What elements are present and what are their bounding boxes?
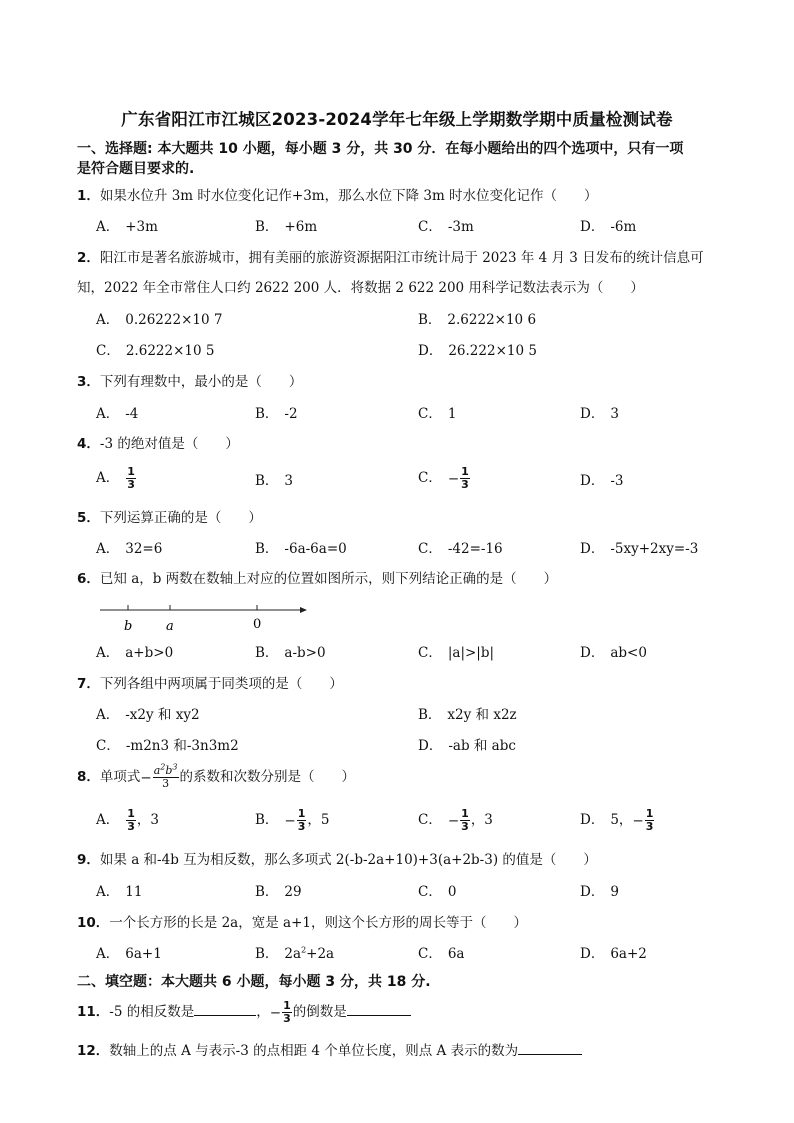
option-text: ab<0 — [610, 645, 647, 661]
option-text: 3 — [284, 473, 294, 489]
question-9 — [77, 851, 757, 869]
question-number: 9． — [77, 852, 100, 868]
option-label: D． — [580, 884, 605, 900]
minus-sign: − — [447, 470, 460, 487]
option-text: +6m — [284, 219, 318, 235]
question-11 — [77, 1000, 757, 1025]
q7-option-c[interactable] — [96, 737, 239, 755]
answer-blank[interactable] — [518, 1041, 582, 1055]
q5-option-b[interactable] — [255, 540, 347, 558]
option-label: C． — [418, 812, 442, 828]
numerator: 1 — [127, 807, 135, 820]
monomial-fraction — [153, 762, 179, 790]
minus-sign: − — [269, 1004, 282, 1021]
option-text: 0.26222×10 7 — [125, 312, 223, 328]
exponent: 3 — [172, 762, 178, 772]
minus-sign: − — [140, 769, 152, 786]
question-number: 2． — [77, 250, 100, 266]
q4-option-c[interactable] — [418, 466, 471, 491]
fraction — [282, 1000, 292, 1025]
option-text: 9 — [610, 884, 619, 900]
var-b: b — [165, 764, 173, 777]
q3-option-a[interactable] — [96, 405, 138, 423]
q1-option-c[interactable] — [418, 218, 474, 236]
option-label: A． — [96, 812, 120, 828]
option-text: 2.6222×10 6 — [447, 312, 537, 328]
option-text: a-b>0 — [284, 645, 326, 661]
question-number: 7． — [77, 676, 100, 692]
denominator: 3 — [461, 478, 469, 491]
question-text: 已知 a，b 两数在数轴上对应的位置如图所示，则下列结论正确的是（ ） — [99, 571, 558, 587]
page-title: 广东省阳江市江城区2023-2024学年七年级上学期数学期中质量检测试卷 — [121, 110, 673, 129]
question-text: 如果 a 和-4b 互为相反数，那么多项式 2(-b-2a+10)+3(a+2b-3) 的值是（ ） — [99, 852, 597, 868]
q6-option-a[interactable] — [96, 644, 173, 662]
question-text-pre: -5 的相反数是 — [109, 1004, 195, 1020]
q7-option-a[interactable] — [96, 706, 200, 724]
option-label: D． — [580, 645, 605, 661]
option-text: 0 — [447, 884, 457, 900]
question-2 — [77, 249, 757, 267]
var-a: a — [153, 764, 161, 777]
option-label: D． — [580, 812, 605, 828]
denominator: 3 — [297, 820, 306, 833]
exponent: 2 — [301, 945, 307, 955]
question-text: 一个长方形的长是 2a，宽是 a+1，则这个长方形的周长等于（ ） — [109, 915, 527, 931]
q4-option-b[interactable] — [255, 472, 293, 490]
option-label: D． — [418, 738, 443, 754]
option-label: B． — [255, 406, 279, 422]
fraction — [460, 466, 470, 491]
question-text: -3 的绝对值是（ ） — [99, 436, 239, 452]
option-text: -42=-16 — [447, 541, 503, 557]
label-zero: 0 — [253, 617, 262, 632]
option-label: C． — [418, 219, 442, 235]
question-text-post: 的倒数是 — [292, 1004, 347, 1020]
option-text: 2.6222×10 5 — [125, 343, 215, 359]
q9-option-c[interactable] — [418, 883, 456, 901]
question-2-continued — [77, 279, 757, 297]
option-label: C． — [96, 343, 120, 359]
question-7 — [77, 675, 757, 693]
option-text: 6a+1 — [125, 946, 162, 962]
option-label: C． — [96, 738, 120, 754]
question-text-line-1: 阳江市是著名旅游城市，拥有美丽的旅游资源据阳江市统计局于 2023 年 4 月 3 日发布的统计信息可 — [99, 250, 704, 266]
option-label: A． — [96, 406, 120, 422]
question-text: 下列各组中两项属于同类项的是（ ） — [99, 676, 343, 692]
question-text: 下列运算正确的是（ ） — [99, 510, 262, 526]
option-label: B． — [255, 473, 279, 489]
option-label: D． — [580, 473, 605, 489]
question-8 — [77, 762, 757, 790]
option-text: a+b>0 — [125, 645, 174, 661]
option-label: A． — [96, 946, 120, 962]
option-text: -3 — [610, 473, 624, 489]
section-2-heading — [77, 972, 757, 992]
option-label: A． — [96, 707, 120, 723]
question-text: 数轴上的点 A 与表示-3 的点相距 4 个单位长度，则点 A 表示的数为 — [109, 1043, 519, 1059]
q7-option-b[interactable] — [418, 706, 517, 724]
option-text: |a|>|b| — [447, 645, 495, 661]
question-number: 1． — [77, 188, 100, 204]
option-text: +2a — [306, 946, 335, 962]
option-label: A． — [96, 541, 120, 557]
q5-option-a[interactable] — [96, 540, 162, 558]
q8-option-a[interactable] — [96, 808, 159, 833]
denominator: 3 — [162, 777, 170, 790]
q9-option-a[interactable] — [96, 883, 142, 901]
option-text: 3 — [610, 406, 619, 422]
option-text: 5， — [610, 812, 633, 828]
q7-option-d[interactable] — [418, 737, 516, 755]
minus-sign: − — [447, 812, 460, 829]
question-number: 6． — [77, 571, 100, 587]
fraction — [126, 808, 136, 833]
option-text: 6a+2 — [610, 946, 647, 962]
option-label: D． — [580, 541, 605, 557]
option-text: -2 — [284, 406, 298, 422]
q1-option-d[interactable] — [580, 218, 636, 236]
q4-option-a[interactable] — [96, 466, 137, 491]
option-label: C． — [418, 645, 442, 661]
option-label: A． — [96, 470, 120, 486]
option-label: B． — [255, 884, 279, 900]
option-text: 6a — [447, 946, 465, 962]
denominator: 3 — [127, 478, 135, 491]
option-text: ，3 — [136, 812, 159, 828]
question-number: 12． — [77, 1043, 110, 1059]
section-1-heading — [77, 139, 757, 179]
numerator: 1 — [297, 807, 306, 820]
option-label: B． — [255, 541, 279, 557]
option-text: 1 — [447, 406, 457, 422]
q6-option-d[interactable] — [580, 644, 647, 662]
option-label: D． — [580, 406, 605, 422]
label-a: a — [166, 619, 174, 634]
option-text: 32=6 — [125, 541, 163, 557]
q10-option-d[interactable] — [580, 945, 647, 963]
option-label: C． — [418, 946, 442, 962]
q9-option-b[interactable] — [255, 883, 302, 901]
question-number: 10． — [77, 915, 110, 931]
numerator: 1 — [461, 465, 469, 478]
option-label: A． — [96, 884, 120, 900]
option-label: C． — [418, 406, 442, 422]
q4-option-d[interactable] — [580, 472, 623, 490]
option-text: -3m — [447, 219, 474, 235]
option-text: -m2n3 和-3n3m2 — [125, 738, 239, 754]
q1-option-b[interactable] — [255, 218, 317, 236]
option-text: -x2y 和 xy2 — [125, 707, 200, 723]
q6-option-b[interactable] — [255, 644, 326, 662]
section-1-line-1: 一、选择题: 本大题共 10 小题，每小题 3 分，共 30 分．在每小题给出的四个选项中，只有一项 — [77, 141, 684, 157]
option-label: D． — [418, 343, 443, 359]
fraction — [126, 466, 136, 491]
option-label: B． — [418, 312, 442, 328]
fraction — [645, 808, 655, 833]
answer-blank[interactable] — [194, 1002, 256, 1016]
q2-option-d[interactable] — [418, 342, 537, 360]
option-label: D． — [580, 219, 605, 235]
option-text: 2a — [284, 946, 302, 962]
question-1 — [77, 187, 757, 205]
q8-option-b[interactable] — [255, 808, 329, 833]
minus-sign: − — [632, 812, 644, 829]
q1-option-a[interactable] — [96, 218, 158, 236]
separator: ， — [256, 1004, 270, 1020]
q10-option-c[interactable] — [418, 945, 464, 963]
q6-option-c[interactable] — [418, 644, 494, 662]
option-label: B． — [255, 812, 279, 828]
option-label: D． — [580, 946, 605, 962]
numerator: 1 — [461, 807, 469, 820]
q10-option-a[interactable] — [96, 945, 162, 963]
q2-option-b[interactable] — [418, 311, 536, 329]
number-line-figure — [100, 604, 310, 636]
question-5 — [77, 509, 757, 527]
option-label: A． — [96, 645, 120, 661]
option-text: 29 — [284, 884, 302, 900]
option-text: +3m — [125, 219, 158, 235]
minus-sign: − — [284, 812, 296, 829]
option-label: C． — [418, 541, 442, 557]
option-label: A． — [96, 219, 120, 235]
number-line-arrow — [300, 607, 307, 613]
q3-option-d[interactable] — [580, 405, 619, 423]
question-6 — [77, 570, 757, 588]
q9-option-d[interactable] — [580, 883, 619, 901]
label-b: b — [124, 619, 133, 634]
q5-option-d[interactable] — [580, 540, 698, 558]
denominator: 3 — [645, 820, 654, 833]
option-label: B． — [255, 219, 279, 235]
option-label: B． — [255, 946, 279, 962]
question-text-line-2: 知，2022 年全市常住人口约 2622 200 人．将数据 2 622 200 用科学记数法表示为（ ） — [77, 280, 644, 296]
q2-option-a[interactable] — [96, 311, 222, 329]
question-number: 11． — [77, 1004, 110, 1020]
section-2-line-1: 二、填空题：本大题共 6 小题，每小题 3 分，共 18 分. — [77, 974, 431, 990]
question-text: 如果水位升 3m 时水位变化记作+3m，那么水位下降 3m 时水位变化记作（ ） — [99, 188, 598, 204]
numerator: 1 — [283, 999, 291, 1012]
question-4 — [77, 435, 757, 453]
exponent: 2 — [160, 762, 166, 772]
option-label: B． — [255, 645, 279, 661]
option-label: B． — [418, 707, 442, 723]
option-label: A． — [96, 312, 120, 328]
question-text: 下列有理数中，最小的是（ ） — [99, 374, 303, 390]
q3-option-c[interactable] — [418, 405, 456, 423]
question-text-pre: 单项式 — [99, 769, 141, 785]
denominator: 3 — [283, 1012, 291, 1025]
q10-option-b[interactable] — [255, 945, 334, 963]
question-number: 3． — [77, 374, 100, 390]
numerator: 1 — [127, 465, 135, 478]
option-label: C． — [418, 884, 442, 900]
question-number: 5． — [77, 510, 100, 526]
q5-option-c[interactable] — [418, 540, 503, 558]
option-label: C． — [418, 470, 442, 486]
option-text: -6a-6a=0 — [284, 541, 347, 557]
option-text: -6m — [610, 219, 637, 235]
option-text: 11 — [125, 884, 143, 900]
numerator: 1 — [645, 807, 654, 820]
option-text: ，3 — [470, 812, 493, 828]
option-text: -5xy+2xy=-3 — [610, 541, 699, 557]
q8-option-c[interactable] — [418, 808, 493, 833]
fraction — [297, 808, 307, 833]
q2-option-c[interactable] — [96, 342, 214, 360]
option-text: 26.222×10 5 — [448, 343, 537, 359]
option-text: x2y 和 x2z — [447, 707, 517, 723]
option-text: -ab 和 abc — [448, 738, 516, 754]
option-text: -4 — [125, 406, 139, 422]
section-1-line-2: 是符合题目要求的. — [77, 161, 195, 177]
question-10 — [77, 914, 757, 932]
q3-option-b[interactable] — [255, 405, 298, 423]
q8-option-d[interactable] — [580, 808, 655, 833]
denominator: 3 — [127, 820, 135, 833]
option-text: ，5 — [307, 812, 330, 828]
question-number: 4． — [77, 436, 100, 452]
denominator: 3 — [461, 820, 469, 833]
question-12 — [77, 1041, 757, 1060]
question-text-post: 的系数和次数分别是（ ） — [179, 769, 356, 785]
answer-blank[interactable] — [347, 1002, 411, 1016]
question-3 — [77, 373, 757, 391]
question-number: 8． — [77, 769, 100, 785]
fraction — [460, 808, 470, 833]
